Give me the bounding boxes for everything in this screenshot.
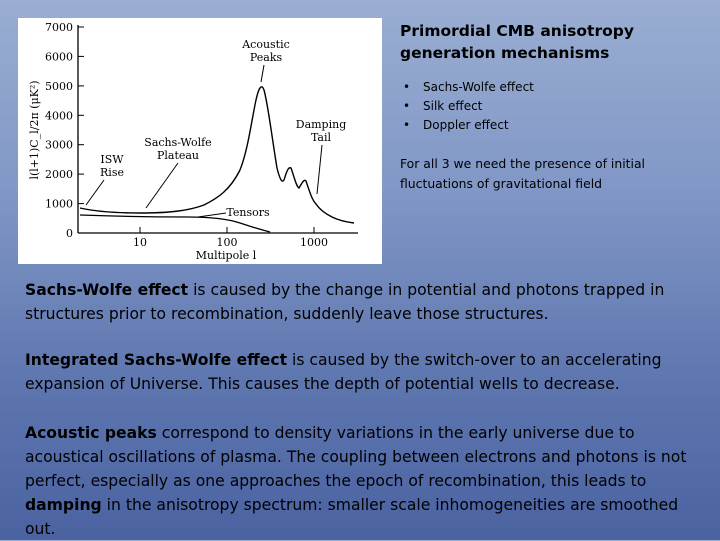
isw-rise-pointer (86, 180, 104, 205)
list-item-label: Sachs-Wolfe effect (423, 80, 534, 94)
sachs-wolfe-plateau-label: Sachs-Wolfe (144, 136, 212, 149)
list-item-label: Silk effect (423, 99, 483, 113)
paragraph-text: is caused by the change in potential and photons trapped in structures prior to recombination, suddenly leave those structures. (25, 281, 665, 323)
tensors-label: Tensors (226, 206, 270, 219)
cmb-plot-svg (18, 18, 382, 264)
cmb-power-spectrum-figure (18, 18, 382, 264)
y-tick-label: 1000 (45, 197, 73, 211)
panel-title-line: Primordial CMB anisotropy (400, 22, 634, 40)
y-tick-label: 7000 (45, 21, 73, 34)
mechanisms-panel (400, 20, 700, 194)
acoustic-peaks-label: Peaks (249, 51, 283, 64)
damping-tail-pointer (317, 145, 322, 194)
panel-note: For all 3 we need the presence of initial fluctuations of gravitational field (400, 156, 645, 191)
acoustic-peaks-label: Acoustic (242, 38, 290, 51)
x-axis-label: Multipole l (195, 249, 257, 262)
damping-tail-label: Tail (310, 131, 332, 144)
acoustic-peaks-pointer (261, 65, 264, 82)
y-tick-label: 2000 (45, 168, 73, 182)
list-item-label: Doppler effect (423, 118, 509, 132)
x-tick-marks (140, 227, 314, 233)
x-tick-labels (133, 236, 328, 249)
bullet-icon: • (403, 80, 411, 94)
sachs-wolfe-paragraph (25, 278, 705, 326)
x-tick-label: 100 (216, 236, 238, 249)
x-tick-label: 10 (133, 236, 147, 249)
damping-tail-label: Damping (295, 118, 347, 131)
term-acoustic-peaks: Acoustic peaks (25, 424, 157, 442)
isw-rise-label: Rise (100, 166, 124, 179)
paragraph-text: in the anisotropy spectrum: smaller scale inhomogeneities are smoothed out. (25, 496, 679, 538)
bullet-icon: • (403, 118, 411, 132)
mechanism-list (400, 78, 700, 135)
term-sachs-wolfe: Sachs-Wolfe effect (25, 281, 189, 299)
x-tick-label: 1000 (300, 236, 328, 249)
term-integrated-sachs-wolfe: Integrated Sachs-Wolfe effect (25, 351, 288, 369)
integrated-sachs-wolfe-paragraph (25, 348, 705, 396)
bullet-icon: • (403, 99, 411, 113)
isw-rise-label: ISW (100, 153, 124, 166)
panel-title (400, 20, 700, 64)
y-tick-marks (78, 27, 84, 204)
y-tick-label: 6000 (45, 50, 73, 64)
sachs-wolfe-plateau-label: Plateau (156, 149, 200, 162)
panel-title-line: generation mechanisms (400, 44, 610, 62)
y-tick-label: 4000 (45, 109, 73, 123)
y-tick-label: 5000 (45, 79, 73, 93)
acoustic-peaks-paragraph (25, 421, 705, 541)
paragraph-text: is caused by the switch-over to an accelerating expansion of Universe. This causes the depth of potential wells to decrease. (25, 351, 662, 393)
list-item (400, 78, 700, 97)
y-tick-label: 3000 (45, 138, 73, 152)
sachs-wolfe-pointer (146, 163, 178, 208)
y-tick-label: 0 (66, 227, 73, 240)
term-damping: damping (25, 496, 102, 514)
y-tick-labels (45, 21, 73, 240)
y-axis-label: l(l+1)C_l/2π (μK²) (28, 80, 41, 180)
paragraph-text: correspond to density variations in the early universe due to acoustical oscillations of plasma. The coupling between electrons and photons is not perfect, especially as one approaches the epoch of recombination, this leads to (25, 424, 687, 490)
list-item (400, 97, 700, 116)
list-item (400, 116, 700, 135)
tensors-pointer (198, 213, 226, 217)
